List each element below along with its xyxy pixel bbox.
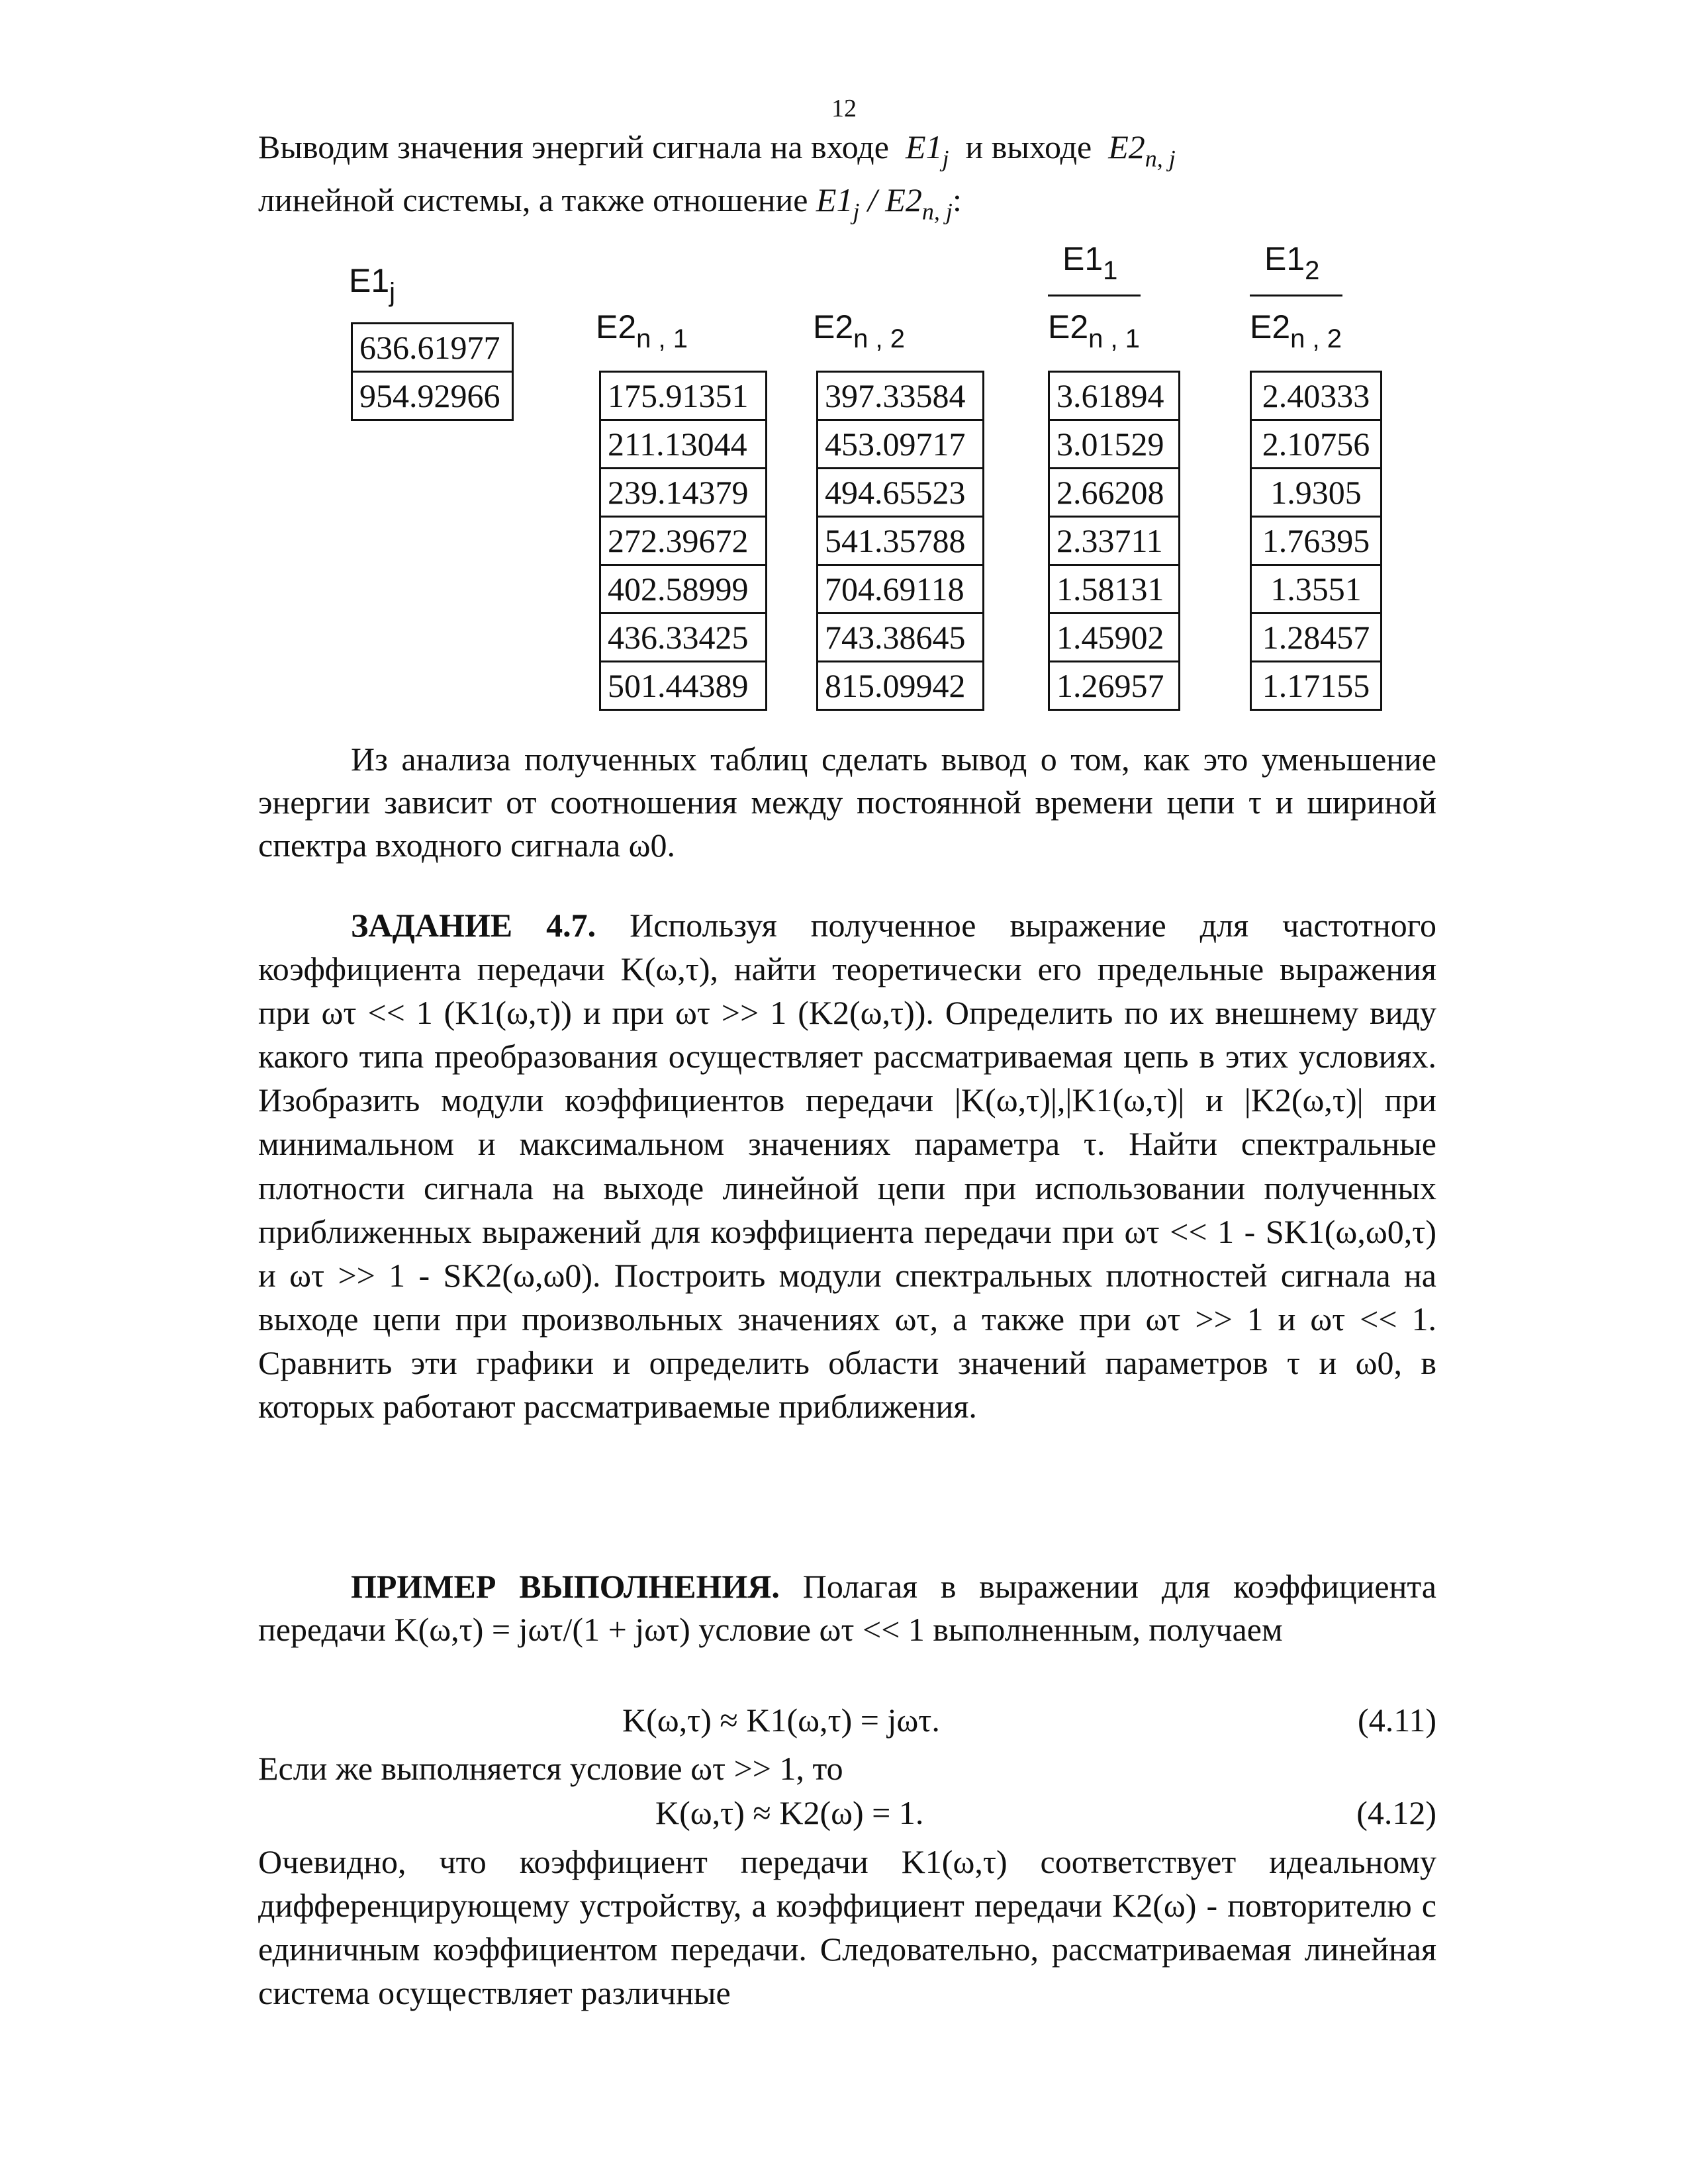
table-row: 436.33425: [600, 614, 767, 662]
table-row: 3.01529: [1049, 420, 1180, 469]
table-row: 239.14379: [600, 469, 767, 517]
table-row: 1.28457: [1251, 614, 1382, 662]
table-row: 453.09717: [818, 420, 984, 469]
table-row: 402.58999: [600, 565, 767, 614]
equation-number-4-12: (4.12): [1356, 1794, 1436, 1831]
example-label: ПРИМЕР ВЫПОЛНЕНИЯ.: [351, 1568, 780, 1605]
table-row: 1.26957: [1049, 662, 1180, 710]
table-row: 175.91351: [600, 372, 767, 420]
table-e2n2: [816, 371, 984, 711]
table-row: 954.92966: [352, 372, 513, 420]
ratio2-fraction-line: [1250, 295, 1342, 296]
conclusion-paragraph: Из анализа полученных таблиц сделать вывод о том, как это уменьшение энергии зависит от соотношения между постоянной времени цепи τ и шириной спектра входного сигнала ω0.: [258, 741, 1436, 864]
table-row: 501.44389: [600, 662, 767, 710]
table-row: 1.3551: [1251, 565, 1382, 614]
table-row: 1.58131: [1049, 565, 1180, 614]
intro-line-2: линейной системы, а также отношение $E1_j / E2_{n, j}$:: [258, 181, 962, 225]
example-mid-text: Если же выполняется условие ωτ >> 1, то: [258, 1750, 843, 1787]
table-row: 2.33711: [1049, 517, 1180, 565]
table-row: 1.17155: [1251, 662, 1382, 710]
task-label: ЗАДАНИЕ 4.7.: [351, 907, 596, 944]
example-text: Полагая в выражении для коэффициента передачи K(ω,τ) = jωτ/(1 + jωτ) условие ωτ << 1 выполненным, получаем: [258, 1568, 1436, 1648]
table-row: 743.38645: [818, 614, 984, 662]
header-ratio2-denominator: $E2_{n , 2}$: [1250, 308, 1342, 353]
table-ratio1: [1048, 371, 1180, 711]
table-row: 636.61977: [352, 324, 513, 372]
header-ratio1-numerator: $E1_1$: [1062, 240, 1118, 285]
equation-number-4-11: (4.11): [1358, 1702, 1436, 1739]
header-e1j: $E1_j$: [349, 262, 396, 307]
intro-line-1: Выводим значения энергий сигнала на входе $E1_j$ и выходе $E2_{n, j}$: [258, 128, 1176, 172]
table-row: 272.39672: [600, 517, 767, 565]
table-row: 815.09942: [818, 662, 984, 710]
table-row: 2.66208: [1049, 469, 1180, 517]
table-row: 1.45902: [1049, 614, 1180, 662]
header-e2n2: $E2_{n , 2}$: [813, 308, 906, 353]
final-paragraph: Очевидно, что коэффициент передачи K1(ω,τ) соответствует идеальному дифференцирующему устройству, а коэффициент передачи K2(ω) - повторителю с единичным коэффициентом передачи. Следовательно, рассматриваемая линейная система осуществляет различные: [258, 1843, 1436, 2011]
header-ratio1-denominator: $E2_{n , 1}$: [1048, 308, 1141, 353]
table-row: 2.40333: [1251, 372, 1382, 420]
task-paragraph: [258, 903, 1436, 1428]
table-row: 2.10756: [1251, 420, 1382, 469]
example-paragraph: [258, 1565, 1436, 1651]
header-ratio2-numerator: $E1_2$: [1264, 240, 1320, 285]
table-ratio2: [1250, 371, 1382, 711]
table-row: 541.35788: [818, 517, 984, 565]
equation-4-11: K(ω,τ) ≈ K1(ω,τ) = jωτ.: [622, 1702, 940, 1739]
task-text: Используя полученное выражение для частотного коэффициента передачи K(ω,τ), найти теоретически его предельные выражения при ωτ << 1 (K1(ω,τ)) и при ωτ >> 1 (K2(ω,τ)). Определить по их внешнему виду какого типа преобразования осуществляет рассматриваемая цепь в этих условиях. Изобразить модули коэффициентов передачи |K(ω,τ)|,|K1(ω,τ)| и |K2(ω,τ)| при минимальном и максимальном значениях параметра τ. Найти спектральные плотности сигнала на выходе линейной цепи при использовании полученных приближенных выражений для коэффициента передачи при ωτ << 1 - SK1(ω,ω0,τ) и ωτ >> 1 - SK2(ω,ω0). Построить модули спектральных плотностей сигнала на выходе цепи при произвольных значениях ωτ, а также при ωτ >> 1 и ωτ << 1. Сравнить эти графики и определить области значений параметров τ и ω0, в которых работают рассматриваемые приближения.: [258, 907, 1437, 1426]
table-row: 397.33584: [818, 372, 984, 420]
header-e2n1: $E2_{n , 1}$: [596, 308, 688, 353]
ratio1-fraction-line: [1048, 295, 1141, 296]
table-e1j: [351, 322, 514, 421]
page-number: 12: [831, 95, 857, 122]
table-row: 211.13044: [600, 420, 767, 469]
table-row: 704.69118: [818, 565, 984, 614]
equation-4-12: K(ω,τ) ≈ K2(ω) = 1.: [655, 1794, 924, 1831]
table-row: 1.76395: [1251, 517, 1382, 565]
table-row: 494.65523: [818, 469, 984, 517]
table-row: 1.9305: [1251, 469, 1382, 517]
table-e2n1: [599, 371, 767, 711]
table-row: 3.61894: [1049, 372, 1180, 420]
